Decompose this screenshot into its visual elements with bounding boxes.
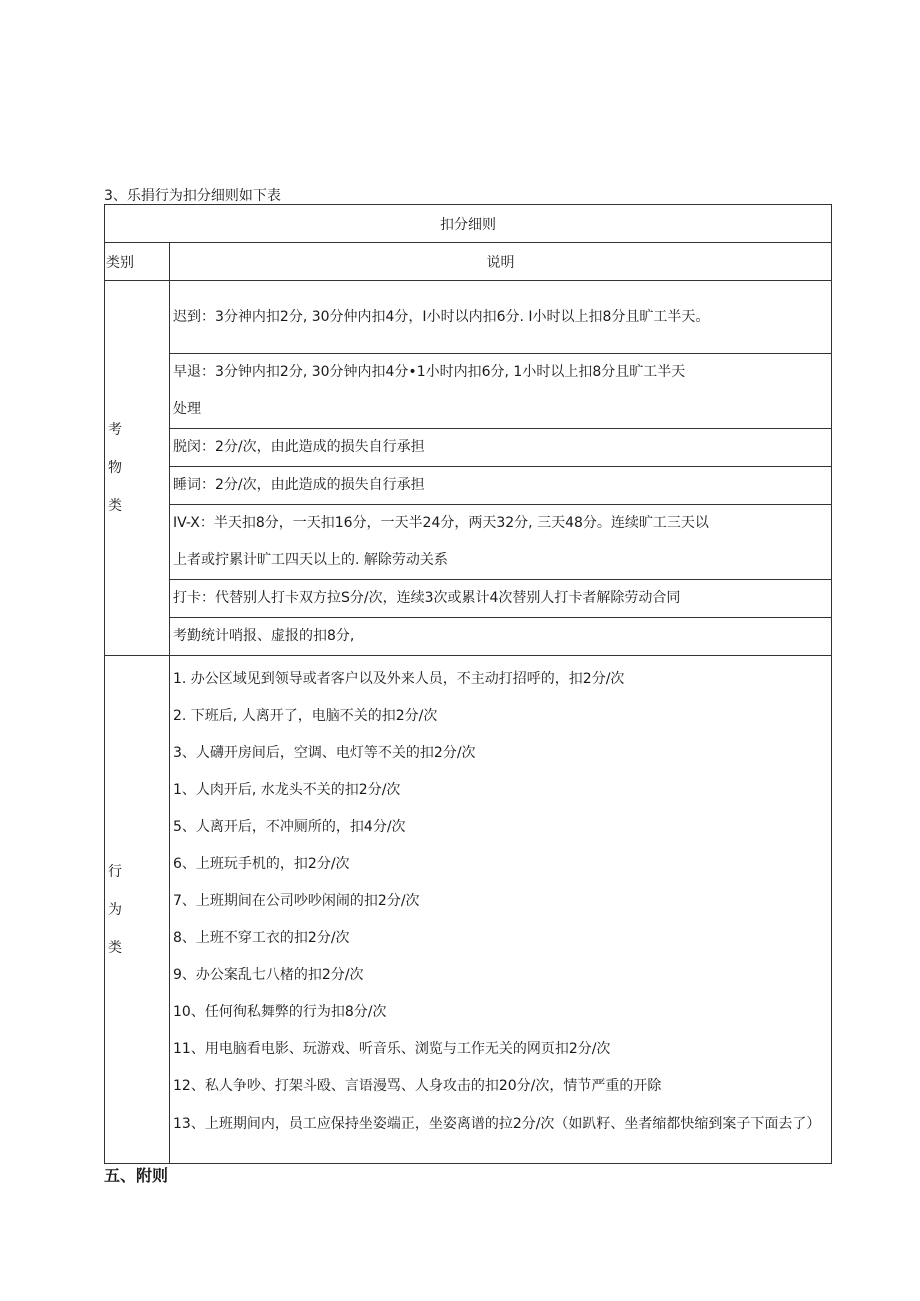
table-header-row: [105, 243, 832, 281]
table-row: [105, 467, 832, 505]
rule-text: 迟到：3分神内扣2分, 30分仲内扣4分，I小时以内扣6分. I小时以上扣8分且旷工半天。: [173, 308, 710, 325]
list-item: 6、上班玩手机的，扣2分/次: [173, 856, 350, 872]
category-char: 行: [108, 863, 122, 880]
behavior-rules: [170, 656, 832, 1164]
rule-text: 早退：3分钟内扣2分, 30分钟内扣4分•1小时内扣6分, 1小时以上扣8分且旷工半天: [173, 364, 686, 380]
category-char: 类: [108, 939, 122, 956]
list-item: 2. 下班后, 人离开了，电脑不关的扣2分/次: [173, 708, 438, 724]
list-item: 8、上班不穿工衣的扣2分/次: [173, 930, 350, 946]
rule-sleeping: [170, 467, 832, 505]
list-item: 13、上班期间内，员工应保持坐姿端正，坐姿离谱的拉2分/次（如趴籽、坐者缩都快缩到案子下面去了）: [173, 1116, 821, 1132]
header-category: 类别: [105, 243, 170, 281]
header-description: 说明: [170, 243, 832, 281]
list-item: 9、办公案乱七八楮的扣2分/次: [173, 967, 364, 983]
list-item: 10、任何徇私舞弊的行为扣8分/次: [173, 1004, 387, 1020]
category-char: 考: [108, 422, 122, 438]
rule-text: 脱闵：2分/次，由此造成的损失自行承担: [173, 439, 425, 455]
list-item: 1. 办公区域见到领导或者客户以及外来人员，不主动打招呼的，扣2分/次: [173, 671, 625, 687]
table-row: [105, 618, 832, 656]
rule-absent-post: [170, 429, 832, 467]
table-row: [105, 580, 832, 618]
table-row: [105, 354, 832, 429]
rule-false-report: [170, 618, 832, 656]
table-row: [105, 505, 832, 580]
behavior-list: [173, 661, 831, 1137]
list-item: 7、上班期间在公司吵吵闲闹的扣2分/次: [173, 893, 420, 909]
rule-text: 打卡：代替别人打卡双方拉S分/次，连续3次或累计4次替别人打卡者解除劳动合同: [173, 590, 681, 606]
table-title: 扣分细则: [105, 205, 832, 243]
rule-text: IV-X：半天扣8分，一天扣16分，一天半24分，两天32分, 三天48分。连续旷工三天以: [173, 515, 709, 531]
category-attendance: [105, 281, 170, 656]
list-item: 11、用电脑看电影、玩游戏、听音乐、浏览与工作无关的网页扣2分/次: [173, 1041, 611, 1057]
table-row: [105, 429, 832, 467]
list-item: 5、人离开后，不冲厕所的，扣4分/次: [173, 819, 406, 835]
rule-text: 睡词：2分/次，由此造成的损失自行承担: [173, 477, 425, 493]
rule-text: 上者或拧累计旷工四天以上的. 解除劳动关系: [173, 552, 448, 568]
section-footer-heading: 五、附则: [104, 1166, 169, 1185]
deduction-rules-table: [104, 204, 832, 1164]
table-row: [105, 281, 832, 354]
rule-text: 处理: [173, 401, 201, 417]
category-char: 物: [108, 460, 122, 476]
list-item: 12、私人争吵、打架斗殴、言语漫骂、人身攻击的扣20分/次，情节严重的开除: [173, 1078, 662, 1094]
rule-absenteeism: [170, 505, 832, 580]
list-item: 3、人礴开房间后，空调、电灯等不关的扣2分/次: [173, 745, 476, 761]
section-heading: 3、乐捐行为扣分细则如下表: [104, 188, 281, 204]
table-title-row: [105, 205, 832, 243]
category-behavior: [105, 656, 170, 1164]
rule-clock-in: [170, 580, 832, 618]
rule-early-leave: [170, 354, 832, 429]
rule-late: [170, 281, 832, 354]
rule-text: 考勤统计哨报、虚报的扣8分,: [173, 628, 355, 644]
category-char: 类: [108, 498, 122, 514]
category-char: 为: [108, 901, 122, 918]
list-item: 1、人肉开后, 水龙头不关的扣2分/次: [173, 782, 401, 798]
table-row: [105, 656, 832, 1164]
